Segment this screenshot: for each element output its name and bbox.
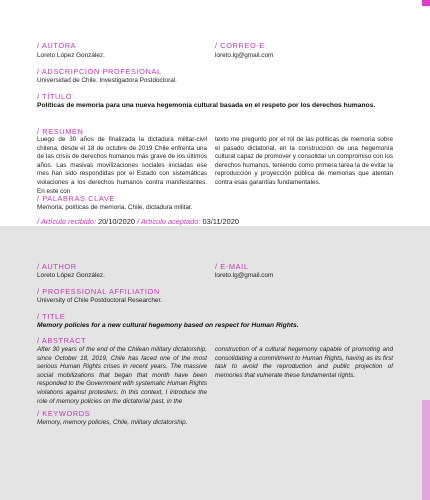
recibido-value: 20/10/2020 xyxy=(97,217,135,226)
correo-value: loreto.lg@gmail.com xyxy=(215,52,274,59)
spanish-section xyxy=(0,0,430,226)
dates-row xyxy=(37,217,239,226)
recibido-label: / Artículo recibido: xyxy=(37,217,96,226)
abstract-label: / ABSTRACT xyxy=(37,336,87,345)
edge-bar-top xyxy=(422,0,430,6)
title-value: Memory policies for a new cultural hegemony based on respect for Human Rights. xyxy=(37,322,299,329)
affiliation-label: / PROFESSIONAL AFFILIATION xyxy=(37,287,160,296)
keywords-label: / KEYWORDS xyxy=(37,409,91,418)
edge-bar-bottom xyxy=(422,400,430,500)
english-section xyxy=(0,226,430,500)
title-label: / TITLE xyxy=(37,312,66,321)
palabras-clave-value: Memoria, políticas de memoria, Chile, dictadura militar. xyxy=(37,204,193,211)
adscripcion-value: Universidad de Chile. Investigadora Postdoctoral. xyxy=(37,77,177,84)
keywords-value: Memory, memory policies, Chile, military dictatorship. xyxy=(37,419,188,426)
email-label: / E-MAIL xyxy=(215,262,249,271)
aceptado-value: 03/11/2020 xyxy=(202,217,239,226)
email-value: loreto.lg@gmail.com xyxy=(215,272,274,279)
aceptado-label: / Artículo aceptado: xyxy=(137,217,201,226)
titulo-label: / TÍTULO xyxy=(37,92,73,101)
resumen-column-1: Luego de 30 años de finalizada la dictadura militar-civil chilena, desde el 18 de octubre de 2019 Chile enfrenta una de las crisis de derechos humanos más grave de los últimos años. Las masivas movilizaciones sociales iniciadas ese mes han sido respondidas por el Estado con sistemáticas violaciones a los derechos humanos contra manifestantes. En este con xyxy=(37,136,207,195)
abstract-column-1: After 30 years of the end of the Chilean military dictatorship, since October 18, 2019, Chile has faced one of the most serious Human Rights crises in recent years. The massive social mobilizations that began that month have been responded to the Government with systematic Human Rights violations against protesters. In this context, I introduce the role of memory policies on the dictatorial past, in the xyxy=(37,346,207,405)
resumen-label: / RESUMEN xyxy=(37,127,84,136)
affiliation-value: University of Chile Postdoctoral Researcher. xyxy=(37,297,163,304)
autora-value: Loreto López González. xyxy=(37,52,105,59)
author-label: / AUTHOR xyxy=(37,262,77,271)
palabras-clave-label: / PALABRAS CLAVE xyxy=(37,194,115,203)
correo-label: / CORREO-E xyxy=(215,41,265,50)
adscripcion-label: / ADSCRIPCIÓN PROFESIONAL xyxy=(37,67,162,76)
resumen-column-2: texto me pregunto por el rol de las políticas de memoria sobre el pasado dictatorial, en la construcción de una hegemonía cultural capaz de promover y consolidar un compromiso con los derechos humanos, teniendo como primera tarea la de evitar la reproducción y proyección pública de memorias que atentan contra esas garantías fundamentales. xyxy=(215,136,393,186)
author-value: Loreto López González. xyxy=(37,272,105,279)
abstract-column-2: construction of a cultural hegemony capable of promoting and consolidating a commitment to Human Rights, having as its first task to avoid the reproduction and public projection of memories that vulnerate these fundamental rights. xyxy=(215,346,393,379)
autora-label: / AUTORA xyxy=(37,41,77,50)
titulo-value: Políticas de memoria para una nueva hegemonía cultural basada en el respeto por los derechos humanos. xyxy=(37,102,376,109)
